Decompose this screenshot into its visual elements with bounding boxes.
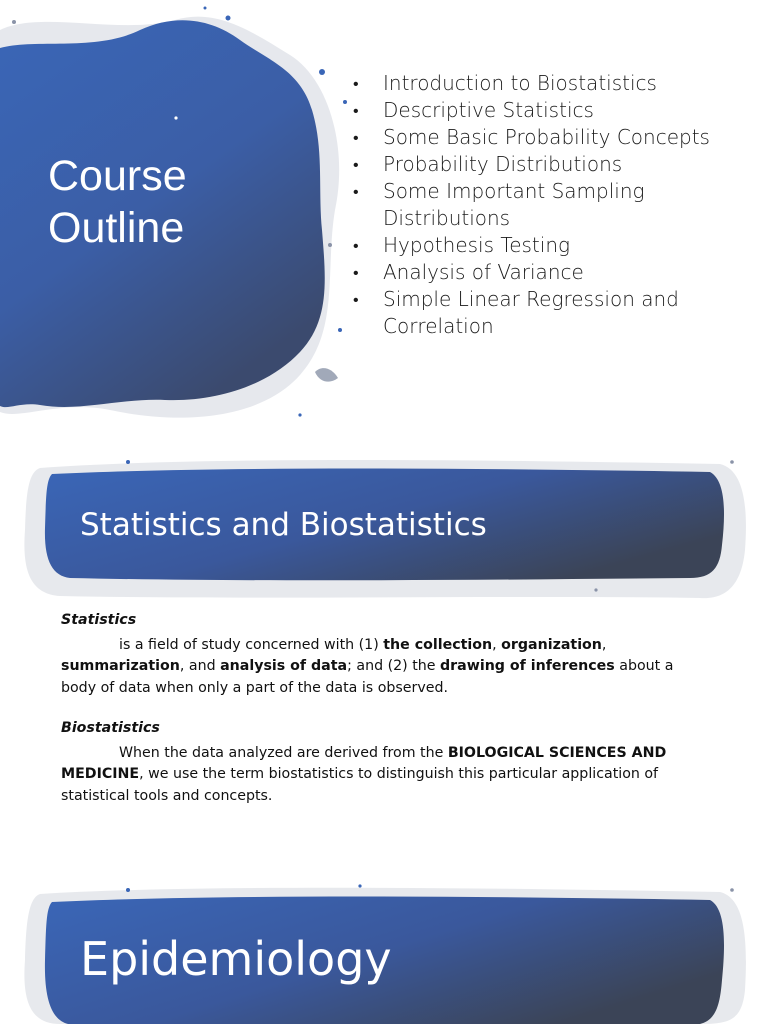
definition-emphasis: summarization: [61, 658, 180, 674]
outline-item: • Some Important Sampling Distributions: [352, 178, 762, 232]
statistics-definition: [61, 610, 701, 699]
definition-text: ,: [492, 636, 502, 653]
definition-emphasis: BIOLOGICAL SCIENCES AND MEDICINE: [61, 744, 667, 782]
definition-text: , we use the term biostatistics to distinguish this particular application of statistical tools and concepts.: [61, 766, 659, 804]
statistics-definition-text: [61, 635, 701, 700]
course-outline-list: [352, 70, 762, 340]
definition-emphasis: the collection: [383, 636, 493, 653]
definition-text: is a field of study concerned with (1): [119, 636, 384, 653]
outline-item: • Analysis of Variance: [352, 259, 762, 286]
statistics-term: Statistics: [61, 612, 137, 628]
definition-text: When the data analyzed are derived from the: [119, 744, 448, 761]
statistics-slide-title: Statistics and Biostatistics: [80, 507, 487, 543]
biostatistics-definition: [61, 718, 701, 807]
outline-item: • Introduction to Biostatistics: [352, 70, 762, 97]
outline-item: • Hypothesis Testing: [352, 232, 762, 259]
epidemiology-slide-title: Epidemiology: [80, 932, 392, 986]
outline-item: • Simple Linear Regression and Correlation: [352, 286, 762, 340]
outline-item: • Some Basic Probability Concepts: [352, 124, 762, 151]
outline-item: • Descriptive Statistics: [352, 97, 762, 124]
definition-text: about a body of data when only a part of the data is observed.: [61, 658, 674, 696]
definition-emphasis: organization: [501, 636, 602, 653]
definition-emphasis: drawing of inferences: [440, 658, 615, 674]
definition-emphasis: analysis of data: [220, 658, 348, 674]
biostatistics-definition-text: [61, 743, 701, 808]
course-outline-title: Course Outline: [48, 152, 187, 252]
outline-item: • Probability Distributions: [352, 151, 762, 178]
biostatistics-term: Biostatistics: [61, 720, 160, 736]
course-outline-slide: [0, 0, 768, 440]
definition-text: ,: [601, 636, 607, 653]
definition-text: ; and (2) the: [347, 658, 441, 674]
definition-text: , and: [179, 658, 221, 674]
